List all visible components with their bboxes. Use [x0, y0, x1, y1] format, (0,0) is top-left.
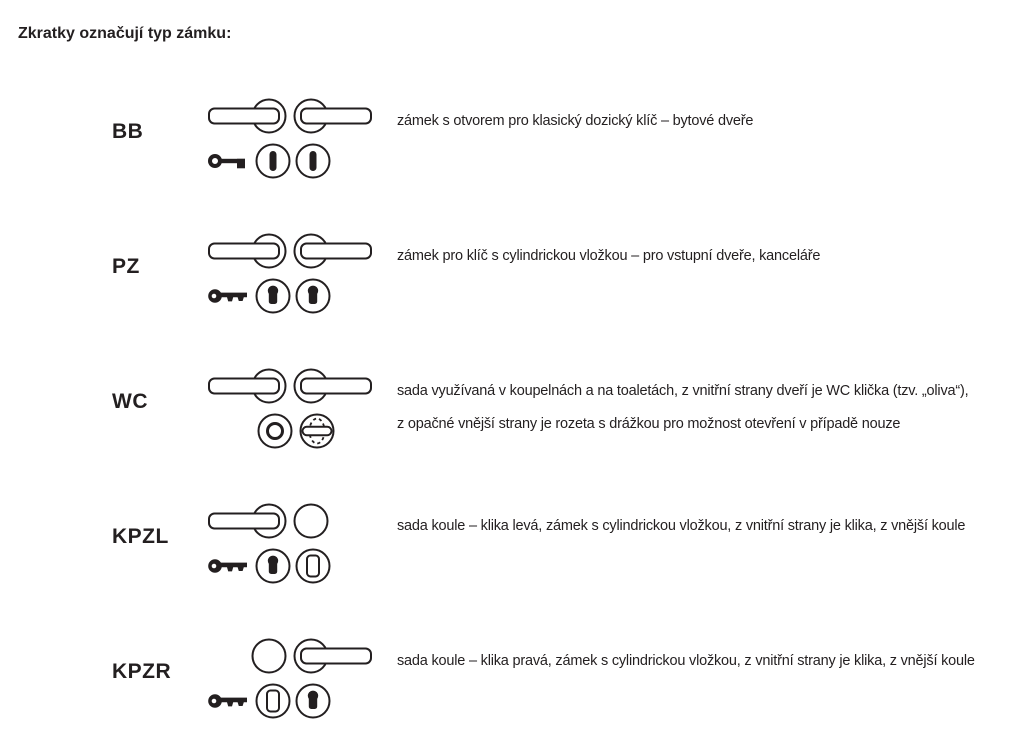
- lock-description: zámek pro klíč s cylindrickou vložkou – pro vstupní dveře, kanceláře: [397, 248, 821, 264]
- classic-bit-key-icon: [207, 141, 251, 181]
- lock-row: [205, 141, 390, 181]
- lever-handle-left-icon: [207, 96, 287, 136]
- lock-description: sada koule – klika pravá, zámek s cylindrickou vložkou, z vnitřní strany je klika, z vnější koule: [397, 653, 975, 669]
- bb-keyhole-rosette-icon: [295, 141, 331, 181]
- lock-icons-wc: [205, 366, 390, 451]
- lock-row: [205, 411, 390, 451]
- lock-type-row-bb: [0, 96, 1011, 182]
- cylinder-key-icon: [207, 276, 251, 316]
- lever-handle-right-icon: [293, 96, 373, 136]
- lock-type-row-kpzr: [0, 636, 1011, 722]
- lock-code-label: KPZR: [112, 660, 172, 683]
- pz-keyhole-rosette-icon: [255, 276, 291, 316]
- handles-row: [205, 231, 390, 271]
- lock-description: sada koule – klika levá, zámek s cylindrickou vložkou, z vnitřní strany je klika, z vnější koule: [397, 518, 966, 534]
- lever-handle-left-icon: [207, 501, 287, 541]
- lock-type-row-pz: [0, 231, 1011, 317]
- lock-row: [205, 276, 390, 316]
- lock-code-label: KPZL: [112, 525, 169, 548]
- lever-handle-right-icon: [293, 366, 373, 406]
- pz-keyhole-rosette-icon: [295, 276, 331, 316]
- lock-row: [205, 681, 390, 721]
- wc-turn-oliva-rosette-icon: [299, 411, 335, 451]
- lever-handle-right-icon: [293, 636, 373, 676]
- pz-keyhole-rosette-icon: [255, 546, 291, 586]
- lock-type-row-wc: [0, 366, 1011, 452]
- lever-handle-left-icon: [207, 231, 287, 271]
- page-title: Zkratky označují typ zámku:: [18, 25, 232, 42]
- lock-icons-kpzr: [205, 636, 390, 721]
- lock-code-label: WC: [112, 390, 148, 413]
- pz-keyhole-rosette-icon: [295, 681, 331, 721]
- lock-code-label: PZ: [112, 255, 140, 278]
- lock-description: zámek s otvorem pro klasický dozický klíč – bytové dveře: [397, 113, 754, 129]
- grooved-rosette-icon: [257, 411, 293, 451]
- handles-row: [205, 366, 390, 406]
- lock-code-label: BB: [112, 120, 144, 143]
- lock-description: sada využívaná v koupelnách a na toaletách, z vnitřní strany dveří je WC klička (tzv. „oliva“), z opačné vnější strany je rozeta s drážkou pro možnost otevření v případě nouze: [397, 383, 969, 432]
- cylinder-key-icon: [207, 546, 251, 586]
- lever-handle-right-icon: [293, 231, 373, 271]
- blind-rosette-icon: [295, 546, 331, 586]
- cylinder-key-icon: [207, 681, 251, 721]
- handles-row: [205, 501, 390, 541]
- handles-row: [205, 96, 390, 136]
- lock-icons-pz: [205, 231, 390, 316]
- bb-keyhole-rosette-icon: [255, 141, 291, 181]
- lock-icons-kpzl: [205, 501, 390, 586]
- lock-type-row-kpzl: [0, 501, 1011, 587]
- blind-rosette-icon: [255, 681, 291, 721]
- lever-handle-left-icon: [207, 366, 287, 406]
- door-knob-ball-icon: [293, 501, 329, 541]
- door-knob-ball-icon: [251, 636, 287, 676]
- lock-row: [205, 546, 390, 586]
- lock-icons-bb: [205, 96, 390, 181]
- handles-row: [205, 636, 390, 676]
